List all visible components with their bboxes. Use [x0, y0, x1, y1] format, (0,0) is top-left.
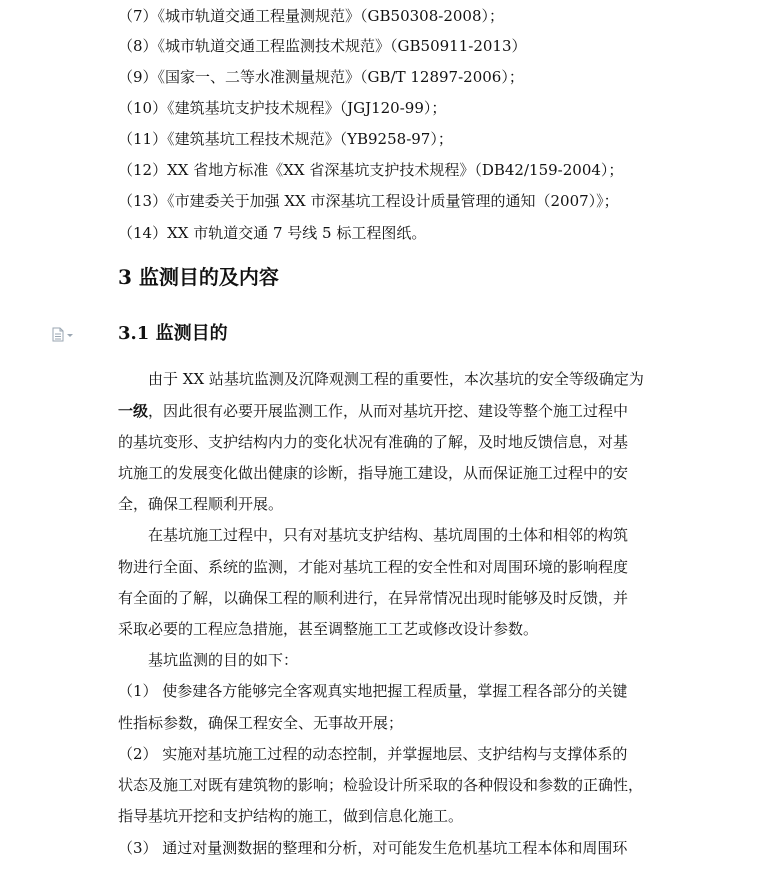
- paragraph-1-line-3: 的基坑变形、支护结构内力的变化状况有准确的了解，及时地反馈信息，对基: [118, 433, 629, 451]
- list-item-1-line-1: （1） 使参建各方能够完全客观真实地把握工程质量，掌握工程各部分的关键: [118, 682, 628, 700]
- list-item-3-line-1: （3） 通过对量测数据的整理和分析，对可能发生危机基坑工程本体和周围环: [118, 839, 628, 857]
- reference-item-8: （8）《城市轨道交通工程监测技术规范》（GB50911-2013）: [118, 37, 527, 55]
- reference-item-11: （11）《建筑基坑工程技术规范》（YB9258-97）；: [118, 130, 453, 148]
- document-outline-button[interactable]: [52, 326, 80, 342]
- section-heading: 3 监测目的及内容: [118, 265, 279, 289]
- subsection-heading: 3.1 监测目的: [118, 323, 228, 344]
- reference-item-9: （9）《国家一、二等水准测量规范》（GB/T 12897-2006）；: [118, 68, 524, 86]
- reference-item-13: （13）《市建委关于加强 XX 市深基坑工程设计质量管理的通知（2007）》；: [118, 192, 619, 210]
- reference-item-10: （10）《建筑基坑支护技术规程》（JGJ120-99）；: [118, 99, 447, 117]
- list-item-2-line-1: （2） 实施对基坑施工过程的动态控制，并掌握地层、支护结构与支撑体系的: [118, 745, 628, 763]
- reference-item-7: （7）《城市轨道交通工程量测规范》（GB50308-2008）；: [118, 7, 505, 25]
- paragraph-2-line-3: 有全面的了解，以确保工程的顺利进行，在异常情况出现时能够及时反馈，并: [118, 589, 629, 607]
- paragraph-2-line-4: 采取必要的工程应急措施，甚至调整施工工艺或修改设计参数。: [118, 620, 539, 638]
- reference-item-12: （12）XX 省地方标准《XX 省深基坑支护技术规程》（DB42/159-2004）；: [118, 161, 624, 179]
- reference-item-14: （14）XX 市轨道交通 7 号线 5 标工程图纸。: [118, 224, 427, 242]
- paragraph-1-line-1: 由于 XX 站基坑监测及沉降观测工程的重要性，本次基坑的安全等级确定为: [148, 370, 644, 388]
- paragraph-1-line-5: 全，确保工程顺利开展。: [118, 495, 284, 513]
- list-item-2-line-3: 指导基坑开挖和支护结构的施工，做到信息化施工。: [118, 807, 464, 825]
- safety-level-text: 一级: [118, 402, 149, 420]
- paragraph-1-line-2: [118, 401, 663, 421]
- paragraph-2-line-1: 在基坑施工过程中，只有对基坑支护结构、基坑周围的土体和相邻的构筑: [148, 526, 629, 544]
- paragraph-2-line-2: 物进行全面、系统的监测，才能对基坑工程的安全性和对周围环境的影响程度: [118, 558, 629, 576]
- list-item-2-line-2: 状态及施工对既有建筑物的影响；检验设计所采取的各种假设和参数的正确性，: [118, 776, 644, 794]
- paragraph-1-line-4: 坑施工的发展变化做出健康的诊断，指导施工建设，从而保证施工过程中的安: [118, 464, 629, 482]
- document-icon: [52, 327, 64, 342]
- list-item-1-line-2: 性指标参数，确保工程安全、无事故开展；: [118, 714, 404, 732]
- paragraph-1-line-2-rest: ，因此很有必要开展监测工作，从而对基坑开挖、建设等整个施工过程中: [148, 402, 629, 420]
- chevron-down-icon: [67, 334, 73, 337]
- paragraph-3-line-1: 基坑监测的目的如下：: [148, 651, 299, 669]
